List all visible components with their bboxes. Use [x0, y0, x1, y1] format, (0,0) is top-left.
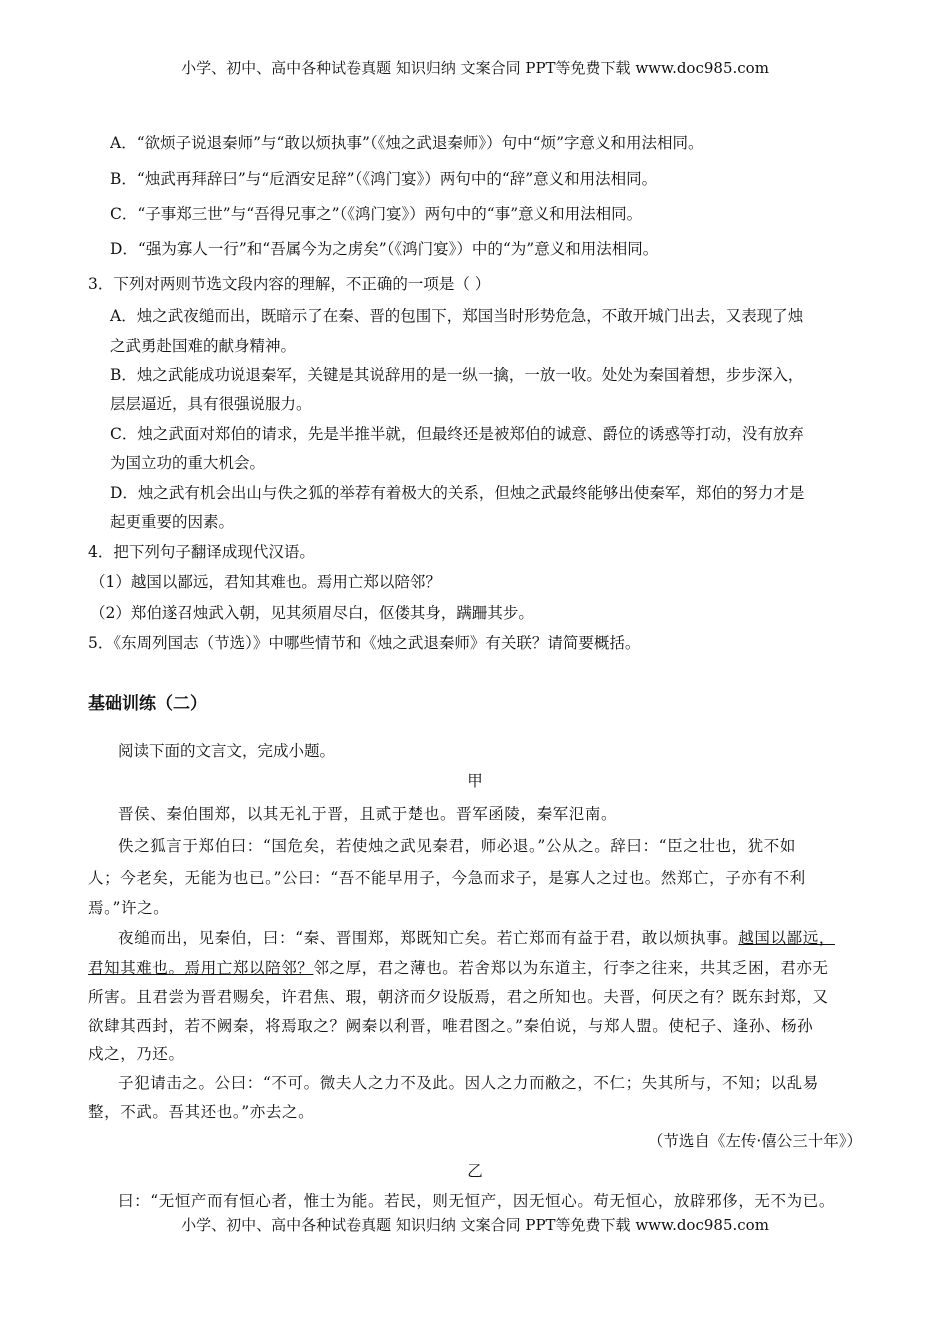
- passage-para-2-cont: 人；今老矣，无能为也已。”公曰：“吾不能早用子，今急而求子，是寡人之过也。然郑亡，子亦有不利: [88, 869, 806, 887]
- passage-para-3-end: 戍之，乃还。: [88, 1045, 185, 1063]
- underlined-sentence: 越国以鄙远，: [738, 929, 835, 947]
- q2-option-c: C．“子事郑三世”与“吾得兄事之”（《鸿门宴》）两句中的“事”意义和用法相同。: [110, 205, 643, 223]
- q3-option-a-cont: 之武勇赴国难的献身精神。: [110, 337, 297, 355]
- passage-para-2-end: 焉。”许之。: [88, 899, 170, 917]
- q4-sentence-2: （2）郑伯遂召烛武入朝，见其须眉尽白，伛偻其身，蹒跚其步。: [90, 604, 534, 622]
- q3-option-c: C．烛之武面对郑伯的请求，先是半推半就，但最终还是被郑伯的诚意、爵位的诱惑等打动，没有放弃: [110, 425, 804, 443]
- passage-yi-para-1: 曰：“无恒产而有恒心者，惟士为能。若民，则无恒产，因无恒心。苟无恒心，放辟邪侈，无不为已。: [118, 1192, 835, 1210]
- passage-para-3-line-3: 所害。且君尝为晋君赐矣，许君焦、瑕，朝济而夕设版焉，君之所知也。夫晋，何厌之有？既东封郑，又: [88, 988, 829, 1006]
- passage-para-3-cont: [88, 957, 829, 979]
- q3-option-b-cont: 层层逼近，具有很强说服力。: [110, 395, 312, 413]
- para-3-text-cont: 邻之厚，君之薄也。若舍郑以为东道主，行李之往来，共其乏困，君亦无: [313, 959, 829, 977]
- q4-stem: 4．把下列句子翻译成现代汉语。: [88, 543, 315, 561]
- passage-para-2: 佚之狐言于郑伯曰：“国危矣，若使烛之武见秦君，师必退。”公从之。辞曰：“臣之壮也，犹不如: [118, 837, 796, 855]
- section-title: 基础训练（二）: [88, 694, 207, 714]
- q2-option-d: D．“强为寡人一行”和“吾属今为之虏矣”（《鸿门宴》）中的“为”意义和用法相同。: [110, 240, 659, 258]
- q2-option-b: B．“烛武再拜辞曰”与“卮酒安足辞”（《鸿门宴》）两句中的“辞”意义和用法相同。: [110, 170, 658, 188]
- q3-option-c-cont: 为国立功的重大机会。: [110, 454, 266, 472]
- q3-option-d: D．烛之武有机会出山与佚之狐的举荐有着极大的关系，但烛之武最终能够出使秦军，郑伯的努力才是: [110, 484, 805, 502]
- underlined-sentence-cont: 君知其难也。焉用亡郑以陪邻？: [88, 959, 314, 977]
- passage-jia-label: 甲: [467, 772, 483, 790]
- q5-stem: 5．《东周列国志（节选）》中哪些情节和《烛之武退秦师》有关联？请简要概括。: [88, 634, 641, 652]
- passage-yi-label: 乙: [467, 1162, 483, 1180]
- passage-para-3: [118, 927, 835, 949]
- passage-para-1: 晋侯、秦伯围郑，以其无礼于晋，且贰于楚也。晋军函陵，秦军氾南。: [118, 805, 618, 823]
- q3-option-a: A．烛之武夜缒而出，既暗示了在秦、晋的包围下，郑国当时形势危急，不敢开城门出去，又表现了烛: [110, 307, 804, 325]
- q2-option-a: A．“欲烦子说退秦师”与“敢以烦执事”（《烛之武退秦师》）句中“烦”字意义和用法相同。: [110, 134, 704, 152]
- passage-para-4: 子犯请击之。公曰：“不可。微夫人之力不及此。因人之力而敝之，不仁；失其所与，不知；以乱易: [118, 1074, 819, 1092]
- q4-sentence-1: （1）越国以鄙远，君知其难也。焉用亡郑以陪邻？: [90, 573, 441, 591]
- passage-source: （节选自《左传·僖公三十年》）: [647, 1132, 862, 1150]
- page-header: 小学、初中、高中各种试卷真题 知识归纳 文案合同 PPT等免费下载 www.doc985.com: [181, 59, 769, 77]
- reading-intro: 阅读下面的文言文，完成小题。: [118, 742, 336, 760]
- q3-option-d-cont: 起更重要的因素。: [110, 513, 235, 531]
- page-footer: 小学、初中、高中各种试卷真题 知识归纳 文案合同 PPT等免费下载 www.doc985.com: [181, 1216, 769, 1234]
- q3-option-b: B．烛之武能成功说退秦军，关键是其说辞用的是一纵一擒，一放一收。处处为秦国着想，步步深入，: [110, 366, 804, 384]
- passage-para-3-line-4: 欲肆其西封，若不阙秦，将焉取之？阙秦以利晋，唯君图之。”秦伯说，与郑人盟。使杞子、逢孙、杨孙: [88, 1017, 814, 1035]
- q3-stem: 3．下列对两则节选文段内容的理解，不正确的一项是（ ）: [88, 275, 491, 293]
- passage-para-4-end: 整，不武。吾其还也。”亦去之。: [88, 1103, 315, 1121]
- para-3-text: 夜缒而出，见秦伯，曰：“秦、晋围郑，郑既知亡矣。若亡郑而有益于君，敢以烦执事。: [118, 929, 739, 947]
